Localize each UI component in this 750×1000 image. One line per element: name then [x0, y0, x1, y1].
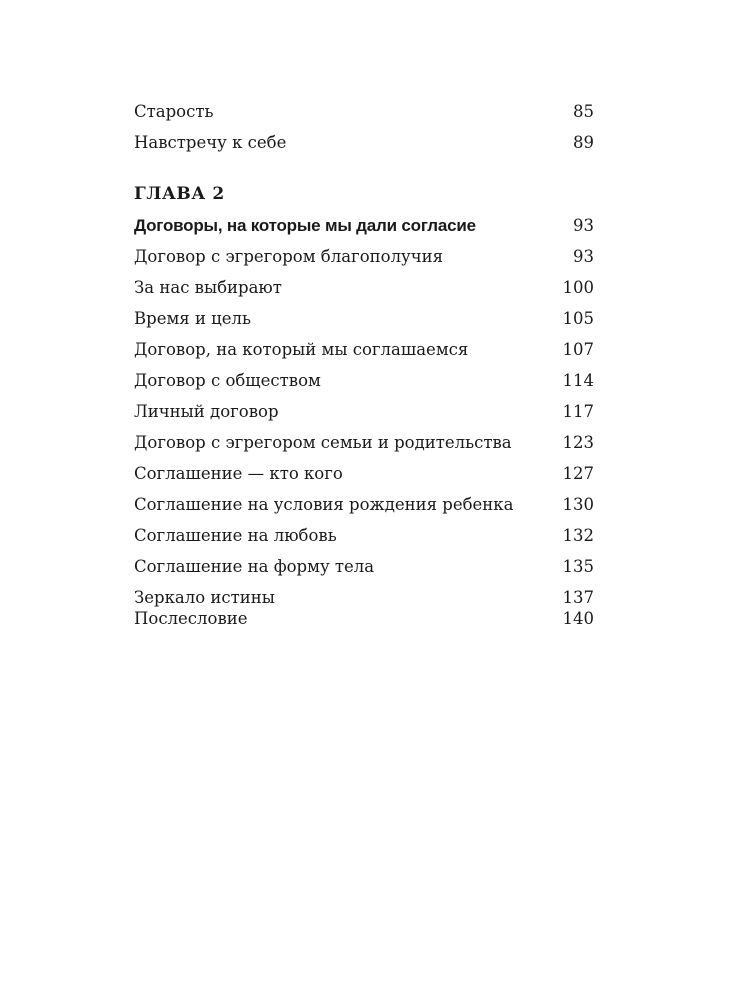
toc-entry-page: 135: [562, 557, 594, 576]
toc-entry-page: 93: [573, 247, 594, 266]
toc-entry-title: За нас выбирают: [134, 278, 282, 297]
toc-entry-title: Время и цель: [134, 309, 252, 328]
toc-entry-chapter-title: [134, 210, 594, 241]
toc-entry: [134, 520, 594, 551]
toc-entry-title: Зеркало истины: [134, 588, 275, 607]
toc-entry-title: Соглашение — кто кого: [134, 464, 343, 483]
toc-entry: [134, 489, 594, 520]
toc-entry-page: 117: [562, 402, 594, 421]
toc-entry: [134, 127, 594, 158]
toc-entry-page: 130: [562, 495, 594, 514]
toc-section-afterword: [134, 603, 594, 634]
toc-entry-page: 123: [562, 433, 594, 452]
toc-entry: [134, 303, 594, 334]
toc-entry-page: 137: [562, 588, 594, 607]
toc-entry: [134, 427, 594, 458]
toc-entry: [134, 334, 594, 365]
toc-entry-page: 140: [562, 609, 594, 628]
toc-section-chapter-2: [134, 178, 594, 613]
toc-entry-page: 105: [562, 309, 594, 328]
toc-entry-title: Личный договор: [134, 402, 279, 421]
toc-entry-title: Соглашение на любовь: [134, 526, 337, 545]
toc-entry-page: 132: [562, 526, 594, 545]
toc-entry-title: Соглашение на форму тела: [134, 557, 375, 576]
toc-entry: [134, 551, 594, 582]
toc-entry: [134, 458, 594, 489]
toc-entry-page: 85: [573, 102, 594, 121]
toc-entry-title: Послесловие: [134, 609, 248, 628]
toc-entry-title: Старость: [134, 102, 214, 121]
toc-entry-page: 114: [562, 371, 594, 390]
toc-entry-title: Соглашение на условия рождения ребенка: [134, 495, 514, 514]
toc-entry-page: 100: [562, 278, 594, 297]
toc-entry-title: Договоры, на которые мы дали согласие: [134, 216, 476, 235]
toc-entry: [134, 272, 594, 303]
toc-entry: [134, 241, 594, 272]
chapter-heading: ГЛАВА 2: [134, 184, 225, 204]
toc-section-chapter-1-tail: [134, 96, 594, 158]
toc-entry: [134, 396, 594, 427]
toc-entry-title: Навстречу к себе: [134, 133, 287, 152]
toc-entry: [134, 365, 594, 396]
toc-entry-title: Договор с эгрегором благополучия: [134, 247, 444, 266]
toc-entry-title: Договор с эгрегором семьи и родительства: [134, 433, 512, 452]
toc-entry-title: Договор, на который мы соглашаемся: [134, 340, 469, 359]
toc-entry-title: Договор с обществом: [134, 371, 321, 390]
toc-entry-page: 107: [562, 340, 594, 359]
toc-entry: [134, 96, 594, 127]
toc-entry-page: 89: [573, 133, 594, 152]
toc-entry-page: 93: [573, 216, 594, 235]
toc-entry: [134, 603, 594, 634]
toc-entry-page: 127: [562, 464, 594, 483]
